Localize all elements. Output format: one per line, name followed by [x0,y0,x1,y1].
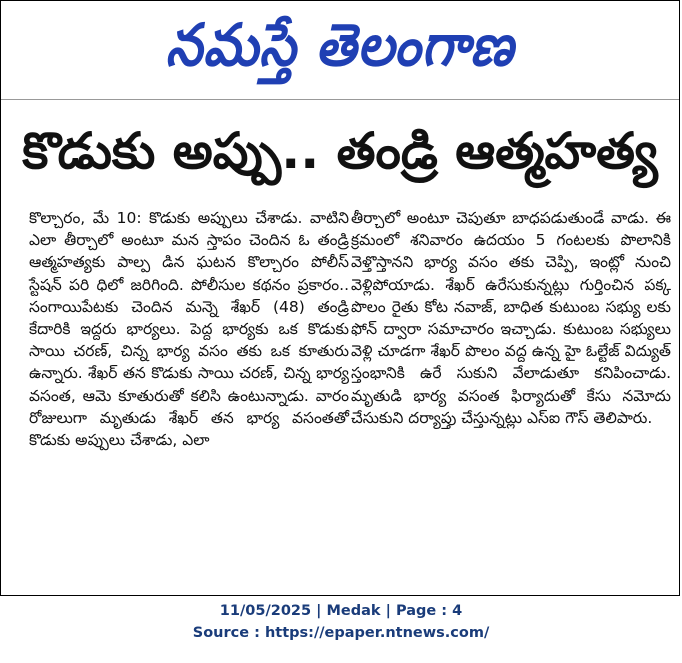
masthead [1,3,679,89]
masthead-divider [1,99,679,100]
article-headline-box [1,109,679,193]
footer-edition-info: 11/05/2025 | Medak | Page : 4 [219,603,463,619]
article-column-left [29,207,349,451]
article-headline: కొడుకు అప్పు.. తండ్రి ఆత్మహత్య [22,122,658,180]
article-column-right [351,207,671,429]
footer-source: Source : https://epaper.ntnews.com/ [192,625,490,641]
masthead-title: నమస్తే తెలంగాణ [165,12,515,80]
article-text-right: తీర్చాలో అంటూ చెపుతూ బాధపడుతుండే వాడు. ఈ క్రమంలో శనివారం ఉదయం 5 గంటలకు పొలానికి వెళ్తొస్తానని భార్య వసం తకు చెప్పి, ఇంట్లో నుంచి వెళ్లిపోయాడు. శేఖర్ ఉరేసుకున్నట్లు గుర్తించిన పక్క పొలం రైతు కోట నవాజ్, బాధిత కుటుంబ సభ్యు లకు ఫోన్ ద్వారా సమాచారం ఇచ్చాడు. కుటుంబ సభ్యులు వెళ్లి చూడగా శేఖర్ పొలం వద్ద ఉన్న హై ఓల్టేజ్ విద్యుత్ స్తంభానికి ఉరే సుకుని వేలాడుతూ కనిపించాడు. మృతుడి భార్య వసంత ఫిర్యాదుతో కేసు నమోదు చేసుకుని దర్యాప్తు చేస్తున్నట్లు ఎస్ఐ గౌస్ తెలిపారు. [351,209,671,427]
article-text-left: కొల్చారం, మే 10: కొడుకు అప్పులు చేశాడు. వాటిని ఎలా తీర్చాలో అంటూ మన స్తాపం చెందిన ఓ తండ్రి ఆత్మహత్యకు పాల్ప డిన ఘటన కొల్చారం పోలీస్ స్టేషన్ పరి ధిలో జరిగింది. పోలీసుల కథనం ప్రకారం.. సంగాయిపేటకు చెందిన మన్నె శేఖర్ (48) తండ్రి కేదారికి ఇద్దరు భార్యలు. పెద్ద భార్యకు ఒక కొడుకు సాయి చరణ్, చిన్న భార్య వసం తకు ఒక కూతురు ఉన్నారు. శేఖర్ తన కొడుకు సాయి చరణ్, చిన్న భార్య వసంత, ఆమె కూతురుతో కలిసి ఉంటున్నాడు. వారం రోజులుగా మృతుడు శేఖర్ తన భార్య వసంతతో కొడుకు అప్పులు చేశాడు, ఎలా [29,209,349,450]
